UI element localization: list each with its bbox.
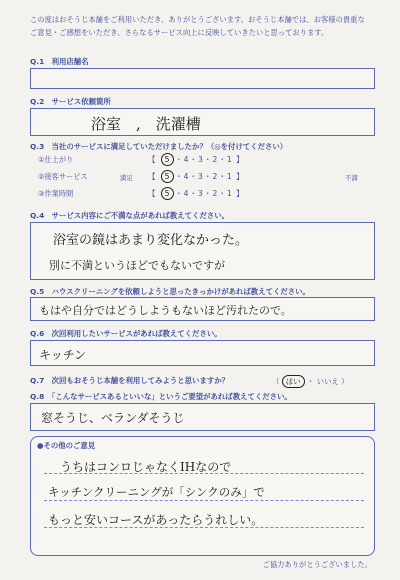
q3-finish-selected[interactable]: 5: [161, 153, 174, 166]
q8-answer: 窓そうじ、ベランダそうじ: [41, 411, 185, 425]
q6-answer-box[interactable]: [30, 340, 375, 366]
q5-answer: もはや自分ではどうしようもないほど汚れたので。: [39, 304, 292, 317]
q8-answer-box[interactable]: [30, 403, 375, 431]
q3-dissatisfied-label: 不満: [345, 174, 358, 182]
q5-answer-box[interactable]: [30, 297, 375, 321]
q4-answer-line-2: 別に不満というほどでもないですが: [49, 259, 225, 272]
q4-answer-box[interactable]: [30, 222, 375, 280]
q3-time-2[interactable]: 2: [212, 189, 219, 198]
q3-scale-service[interactable]: 【 5 ・4・3・2・1 】: [148, 172, 245, 181]
q7-no[interactable]: いいえ: [316, 377, 339, 386]
q3-finish-2[interactable]: 2: [212, 155, 219, 164]
q6-answer: キッチン: [39, 348, 87, 362]
q2-answer: 浴室 , 洗濯槽: [91, 115, 201, 133]
q3-scale-finish[interactable]: 【 5 ・4・3・2・1 】: [148, 155, 245, 164]
q3-row-service: ②接客サービス: [38, 172, 88, 181]
q3-finish-4[interactable]: 4: [183, 155, 190, 164]
q3-service-2[interactable]: 2: [212, 172, 219, 181]
intro-text: この度はおそうじ本舗をご利用いただき、ありがとうございます。おそうじ本舗では、お客様の貴重なご意見・ご感想をいただき、さらなるサービス向上に反映していきたいと思っております。: [30, 15, 365, 37]
q3-time-4[interactable]: 4: [183, 189, 190, 198]
q3-service-4[interactable]: 4: [183, 172, 190, 181]
q4-label: Q.4 サービス内容にご不満な点があれば教えてください。: [30, 211, 230, 220]
q7-options[interactable]: （ はい ・ いいえ ）: [272, 377, 349, 386]
q1-label: Q.1 利用店舗名: [30, 57, 89, 66]
footer-thanks: ご協力ありがとうございました。: [262, 560, 372, 569]
q2-label: Q.2 サービス依頼箇所: [30, 97, 111, 106]
other-answer-line-2: キッチンクリーニングが「シンクのみ」で: [48, 485, 265, 499]
q3-service-3[interactable]: 3: [198, 172, 204, 181]
q3-time-selected[interactable]: 5: [161, 187, 174, 200]
q3-scale-time[interactable]: 【 5 ・4・3・2・1 】: [148, 189, 245, 198]
q4-answer-line-1: 浴室の鏡はあまり変化なかった。: [53, 233, 249, 248]
q3-label: Q.3 当社のサービスに満足していただけましたか？（◎を付けてください）: [30, 142, 288, 151]
q8-label: Q.8 「こんなサービスあるといいな」というご要望があれば教えてください。: [30, 392, 292, 401]
q5-label: Q.5 ハウスクリーニングを依頼しようと思ったきっかけがあれば教えてください。: [30, 287, 310, 296]
q3-service-1[interactable]: 1: [226, 172, 233, 181]
other-answer-line-1: うちはコンロじゃなくIHなので: [60, 460, 232, 474]
q3-finish-3[interactable]: 3: [198, 155, 204, 164]
q3-satisfied-label: 満足: [120, 174, 133, 182]
q6-label: Q.6 次回利用したいサービスがあれば教えてください。: [30, 329, 222, 338]
q3-row-time: ③作業時間: [38, 189, 74, 198]
q3-finish-1[interactable]: 1: [226, 155, 233, 164]
q3-time-1[interactable]: 1: [226, 189, 233, 198]
other-label: ●その他のご意見: [37, 441, 96, 450]
q3-time-3[interactable]: 3: [198, 189, 204, 198]
q2-answer-box[interactable]: [30, 108, 375, 136]
q3-row-finish: ①仕上がり: [38, 155, 74, 164]
other-answer-line-3: もっと安いコースがあったらうれしい。: [48, 513, 264, 527]
q1-answer-box[interactable]: [30, 68, 375, 89]
q3-service-selected[interactable]: 5: [161, 170, 174, 183]
other-rule-2: [44, 500, 364, 501]
q7-label: Q.7 次回もおそうじ本舗を利用してみようと思いますか？: [30, 376, 230, 385]
q7-yes-selected[interactable]: はい: [282, 375, 305, 388]
